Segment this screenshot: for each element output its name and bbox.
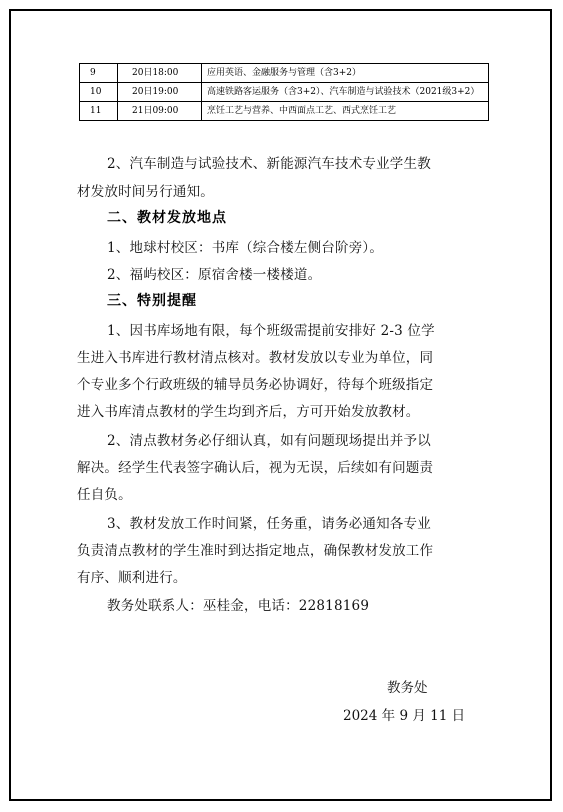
table-row xyxy=(80,64,489,83)
section3-p1-line1: 1、因书库场地有限，每个班级需提前安排好 2-3 位学 xyxy=(107,323,435,339)
row-majors: 烹饪工艺与营养、中西面点工艺、西式烹饪工艺 xyxy=(202,102,489,121)
section3-title: 三、特别提醒 xyxy=(107,293,197,309)
row-time: 20日18:00 xyxy=(118,64,202,83)
section3-p3-line1: 3、教材发放工作时间紧，任务重，请务必通知各专业 xyxy=(107,516,431,532)
row-number: 10 xyxy=(80,83,118,102)
para2-line2: 材发放时间另行通知。 xyxy=(77,184,214,200)
section3-p1-line3: 个专业多个行政班级的辅导员务必协调好，待每个班级指定 xyxy=(77,377,434,393)
contact-line: 教务处联系人：巫桂金，电话：22818169 xyxy=(107,598,370,614)
section3-p3-line3: 有序、顺利进行。 xyxy=(77,570,187,586)
table-row xyxy=(80,83,489,102)
row-number: 9 xyxy=(80,64,118,83)
section3-p3-line2: 负责清点教材的学生准时到达指定地点，确保教材发放工作 xyxy=(77,543,434,559)
section2-title: 二、教材发放地点 xyxy=(107,210,227,226)
section3-p2-line1: 2、清点教材务必仔细认真，如有问题现场提出并予以 xyxy=(107,433,431,449)
row-time: 20日19:00 xyxy=(118,83,202,102)
section3-p1-line4: 进入书库清点教材的学生均到齐后，方可开始发放教材。 xyxy=(77,404,420,420)
section2-item2: 2、福屿校区：原宿舍楼一楼楼道。 xyxy=(107,267,322,283)
section3-p2-line2: 解决。经学生代表签字确认后，视为无误，后续如有问题责 xyxy=(77,460,434,476)
section3-p2-line3: 任自负。 xyxy=(77,487,132,503)
table-row xyxy=(80,102,489,121)
row-number: 11 xyxy=(80,102,118,121)
row-majors: 应用英语、金融服务与管理（含3+2） xyxy=(202,64,489,83)
signature-office: 教务处 xyxy=(387,680,428,696)
schedule-table xyxy=(79,63,489,121)
section2-item1: 1、地球村校区：书库（综合楼左侧台阶旁）。 xyxy=(107,240,384,256)
para2-line1: 2、汽车制造与试验技术、新能源汽车技术专业学生教 xyxy=(107,156,431,172)
row-majors: 高速铁路客运服务（含3+2）、汽车制造与试验技术（2021级3+2） xyxy=(202,83,489,102)
section3-p1-line2: 生进入书库进行教材清点核对。教材发放以专业为单位，同 xyxy=(77,350,434,366)
signature-date: 2024 年 9 月 11 日 xyxy=(343,708,466,724)
row-time: 21日09:00 xyxy=(118,102,202,121)
